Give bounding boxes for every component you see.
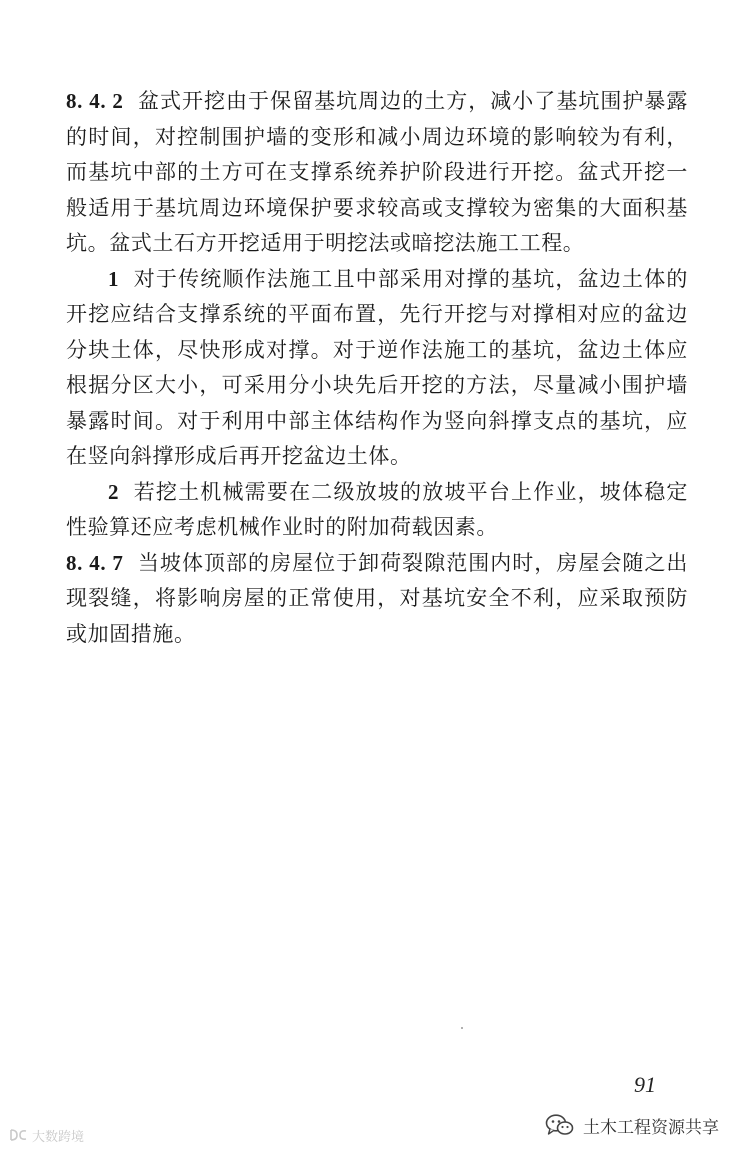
clause-8-4-7 (66, 546, 688, 653)
item-1 (66, 262, 688, 475)
item-number: 2 (108, 479, 120, 504)
clause-number: 8. 4. 7 (66, 550, 124, 575)
body-text (66, 84, 688, 652)
watermark-logo-icon (8, 1127, 28, 1143)
item-2 (66, 475, 688, 546)
scan-speck (461, 1027, 463, 1029)
clause-8-4-2 (66, 84, 688, 262)
watermark-left (8, 1125, 84, 1145)
watermark-right (545, 1112, 719, 1138)
item-text: 若挖土机械需要在二级放坡的放坡平台上作业，坡体稳定性验算还应考虑机械作业时的附加荷载因素。 (66, 479, 688, 539)
item-text: 对于传统顺作法施工且中部采用对撑的基坑，盆边土体的开挖应结合支撑系统的平面布置，先行开挖与对撑相对应的盆边分块土体，尽快形成对撑。对于逆作法施工的基坑，盆边土体应根据分区大小，可采用分小块先后开挖的方法，尽量减小围护墙暴露时间。对于利用中部主体结构作为竖向斜撑支点的基坑，应在竖向斜撑形成后再开挖盆边土体。 (66, 266, 688, 468)
clause-text: 当坡体顶部的房屋位于卸荷裂隙范围内时，房屋会随之出现裂缝，将影响房屋的正常使用，对基坑安全不利，应采取预防或加固措施。 (66, 550, 689, 646)
item-number: 1 (108, 266, 120, 291)
watermark-right-text: 土木工程资源共享 (583, 1117, 719, 1138)
clause-text: 盆式开挖由于保留基坑周边的土方，减小了基坑围护暴露的时间，对控制围护墙的变形和减小周边环境的影响较为有利，而基坑中部的土方可在支撑系统养护阶段进行开挖。盆式开挖一般适用于基坑周边环境保护要求较高或支撑较为密集的大面积基坑。盆式土石方开挖适用于明挖法或暗挖法施工工程。 (66, 89, 689, 255)
page-number: 91 (634, 1072, 656, 1097)
clause-number: 8. 4. 2 (66, 89, 124, 113)
wechat-icon (545, 1113, 575, 1137)
watermark-left-text: 大数跨境 (32, 1129, 85, 1145)
